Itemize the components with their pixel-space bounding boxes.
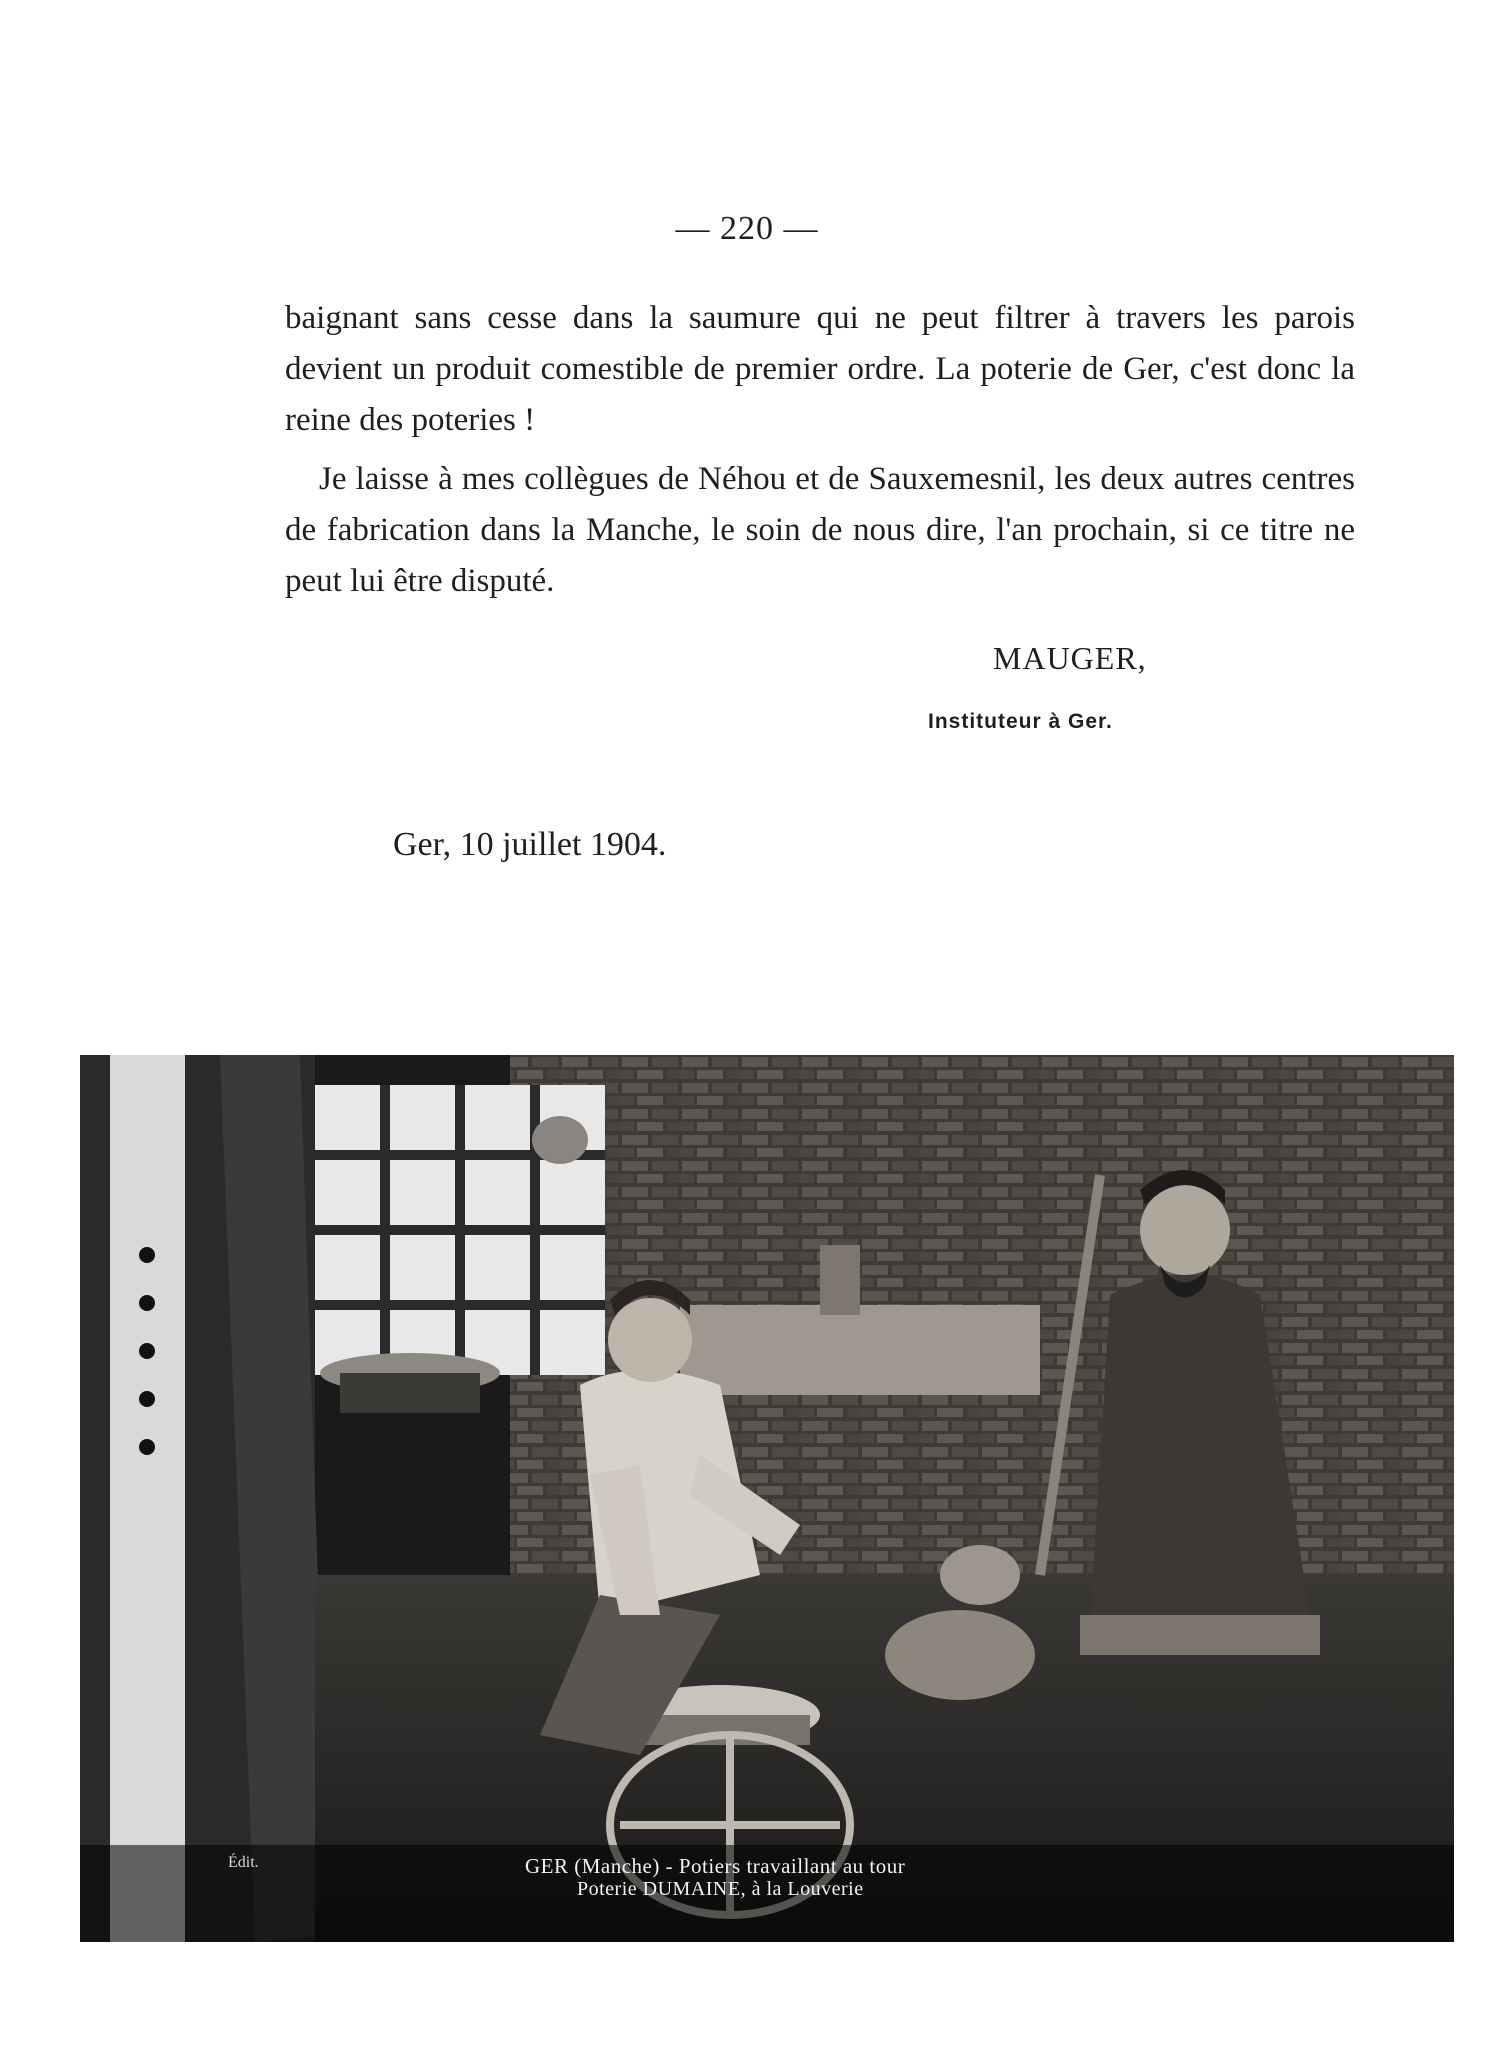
photo-caption-line1: GER (Manche) - Potiers travaillant au tour (525, 1854, 906, 1878)
photo-publisher: Édit. (228, 1854, 259, 1871)
body-text (285, 293, 1355, 607)
place-date: Ger, 10 juillet 1904. (393, 826, 667, 863)
potters-photograph (80, 1055, 1454, 1942)
paragraph-1: baignant sans cesse dans la saumure qui ne peut filtrer à travers les parois devient un produit comestible de premier ordre. La poterie de Ger, c'est donc la reine des poteries ! (285, 300, 1355, 438)
photo-caption-line2: Poterie DUMAINE, à la Louverie (577, 1878, 864, 1900)
paragraph-2: Je laisse à mes collègues de Néhou et de Sauxemesnil, les deux autres centres de fabrication dans la Manche, le soin de nous dire, l'an prochain, si ce titre ne peut lui être disputé. (285, 461, 1355, 599)
author-role: Instituteur à Ger. (928, 710, 1113, 733)
photo-illustration (80, 1055, 1454, 1942)
page-number: — 220 — (675, 210, 819, 247)
author-signature: MAUGER, (993, 640, 1147, 676)
